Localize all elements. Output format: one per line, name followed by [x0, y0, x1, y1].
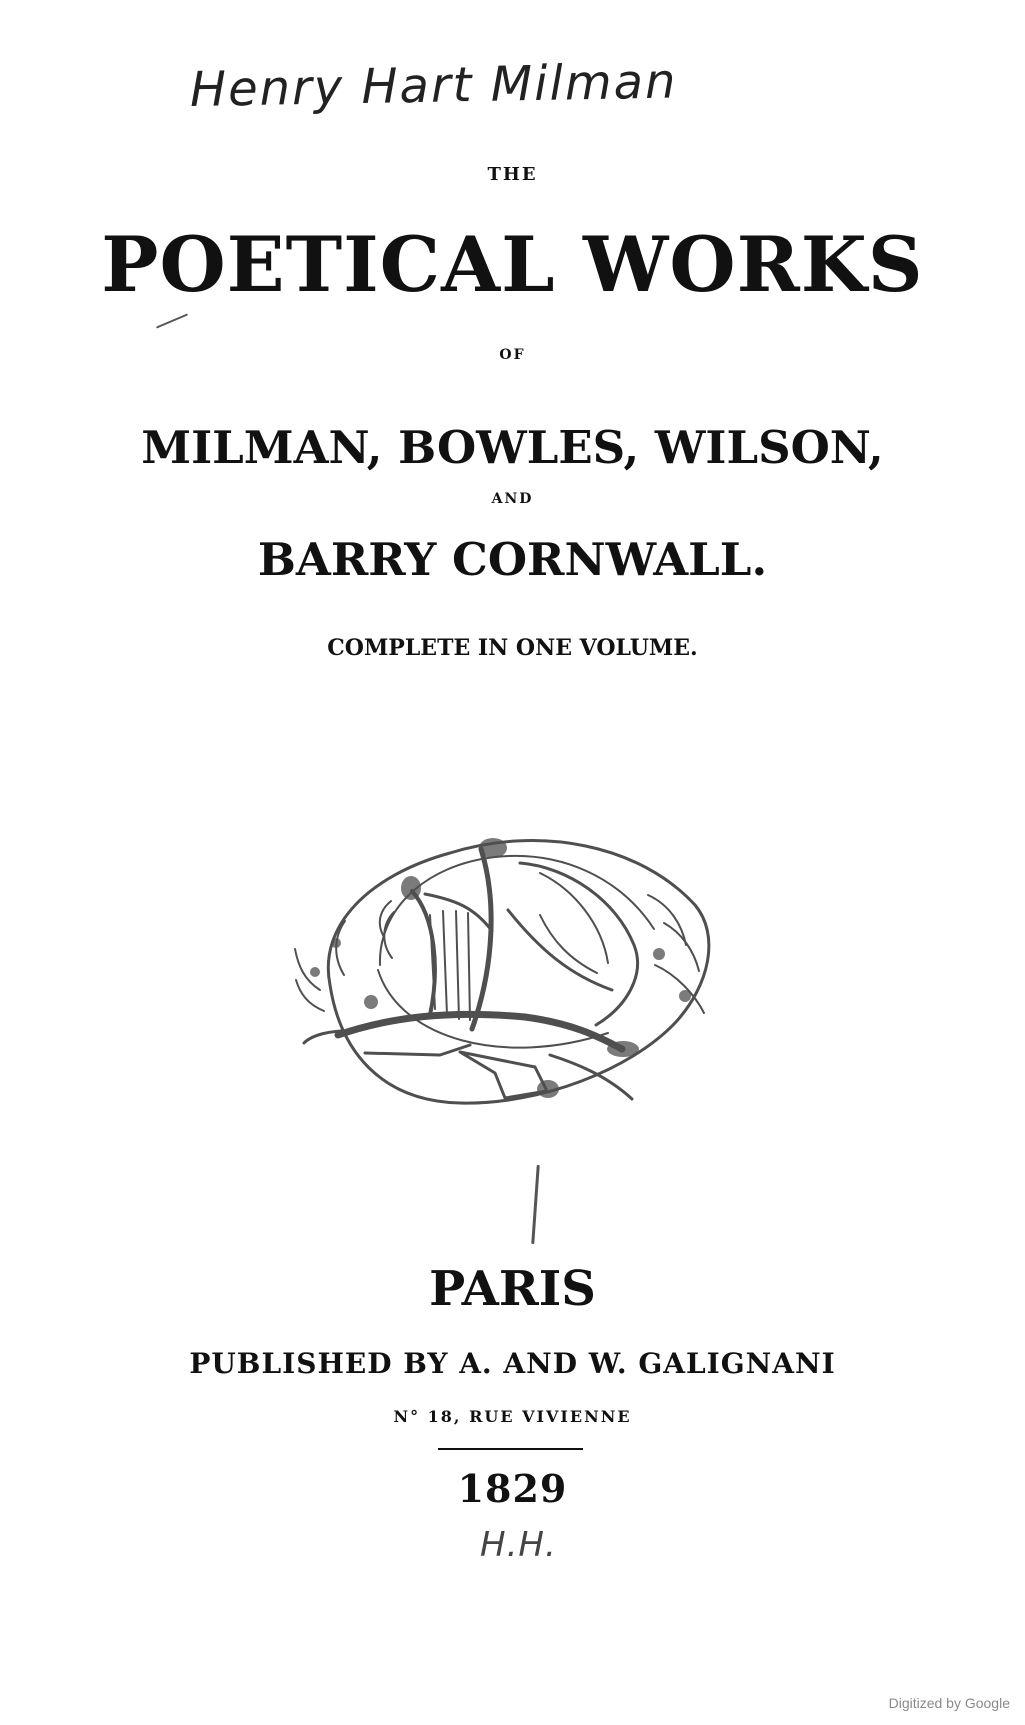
- place: PARIS: [429, 1261, 596, 1317]
- authors-line: MILMAN, BOWLES, WILSON,: [141, 421, 884, 474]
- year: 1829: [457, 1466, 568, 1511]
- main-title: POETICAL WORKS: [101, 220, 924, 309]
- digitized-by-google-watermark: Digitized by Google: [888, 1695, 1010, 1711]
- and-heading: AND: [491, 491, 534, 507]
- of-heading: OF: [499, 347, 526, 363]
- final-author-line: BARRY CORNWALL.: [257, 533, 768, 586]
- separator-rule: [438, 1448, 583, 1450]
- volume-note: COMPLETE IN ONE VOLUME.: [327, 635, 698, 661]
- publisher-line: PUBLISHED BY A. AND W. GALIGNANI: [189, 1347, 836, 1380]
- the-heading: THE: [487, 164, 538, 185]
- small-ink-stroke: [156, 313, 188, 328]
- handwritten-signature: Henry Hart Milman: [189, 53, 678, 118]
- address-line: N° 18, RUE VIVIENNE: [393, 1407, 632, 1426]
- lyre-vignette: [290, 805, 735, 1125]
- vertical-ink-mark: [531, 1165, 540, 1244]
- handwritten-initials: H.H.: [480, 1525, 557, 1565]
